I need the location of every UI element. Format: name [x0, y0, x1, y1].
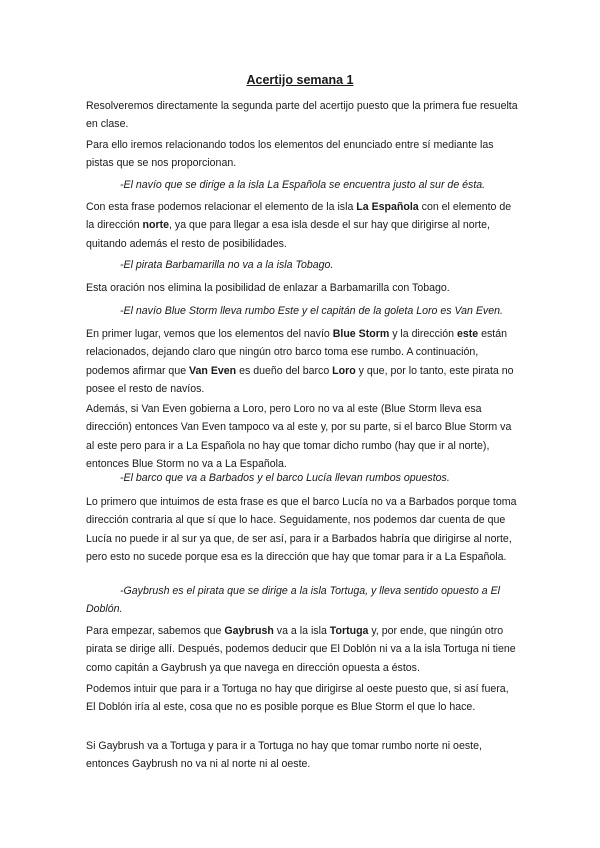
clue-quote-2: -El pirata Barbamarilla no va a la isla Tobago. — [120, 259, 334, 271]
paragraph-intro: Resolveremos directamente la segunda parte del acertijo puesto que la primera fue resuelta en clase. — [86, 100, 518, 131]
paragraph-conclusion: Si Gaybrush va a Tortuga y para ir a Tortuga no hay que tomar rumbo norte ni oeste, entonces Gaybrush no va ni al norte ni al oeste. — [86, 740, 482, 771]
clue-quote-3: -El navío Blue Storm lleva rumbo Este y el capitán de la goleta Loro es Van Even. — [120, 305, 503, 317]
clue-quote-4: -El barco que va a Barbados y el barco Lucía llevan rumbos opuestos. — [120, 472, 450, 484]
paragraph-clue-5: Para empezar, sabemos que Gaybrush va a la isla Tortuga y, por ende, que ningún otro pirata se dirige allí. Después, podemos deducir que El Doblón ni va a la isla Tortuga ni tiene como capitán a Gaybrush ya que navega en dirección opuesta a éstos. — [86, 625, 516, 674]
document-title: Acertijo semana 1 — [246, 73, 354, 87]
clue-quote-5: -Gaybrush es el pirata que se dirige a la isla Tortuga, y lleva sentido opuesto a El Doblón. — [86, 585, 501, 616]
paragraph-clue-2: Esta oración nos elimina la posibilidad de enlazar a Barbamarilla con Tobago. — [86, 282, 450, 294]
paragraph-clue-4: Lo primero que intuimos de esta frase es que el barco Lucía no va a Barbados porque toma dirección contraria al que sí que lo hace. Seguidamente, nos podemos dar cuenta de que Lucía no puede ir al sur ya que, de ser así, para ir a Barbados habría que dirigirse al norte, pero esto no sucede porque esa es la dirección que hay que tomar para ir a La Española. — [86, 496, 517, 564]
clue-quote-1: -El navío que se dirige a la isla La Española se encuentra justo al sur de ésta. — [120, 179, 486, 191]
paragraph-clue-3-deduction: Además, si Van Even gobierna a Loro, pero Loro no va al este (Blue Storm lleva esa dirección) entonces Van Even tampoco va al este y, por su parte, si el barco Blue Storm va al este pero para ir a La Española no hay que tomar dicho rumbo (hay que ir al norte), entonces Blue Storm no va a La Española. — [86, 403, 512, 471]
paragraph-clue-3: En primer lugar, vemos que los elementos del navío Blue Storm y la dirección este están relacionados, dejando claro que ningún otro barco toma ese rumbo. A continuación, podemos afirmar que Van Even es dueño del barco Loro y que, por lo tanto, este pirata no posee el resto de navíos. — [86, 328, 514, 396]
paragraph-clue-1: Con esta frase podemos relacionar el elemento de la isla La Española con el elemento de la dirección norte, ya que para llegar a esa isla desde el sur hay que dirigirse al norte, quitando además el resto de posibilidades. — [86, 201, 512, 250]
paragraph-clue-5-deduction: Podemos intuir que para ir a Tortuga no hay que dirigirse al oeste puesto que, si así fuera, El Doblón iría al este, cosa que no es posible porque es Blue Storm el que lo hace. — [86, 683, 509, 714]
paragraph-method: Para ello iremos relacionando todos los elementos del enunciado entre sí mediante las pistas que se nos proporcionan. — [86, 139, 494, 170]
